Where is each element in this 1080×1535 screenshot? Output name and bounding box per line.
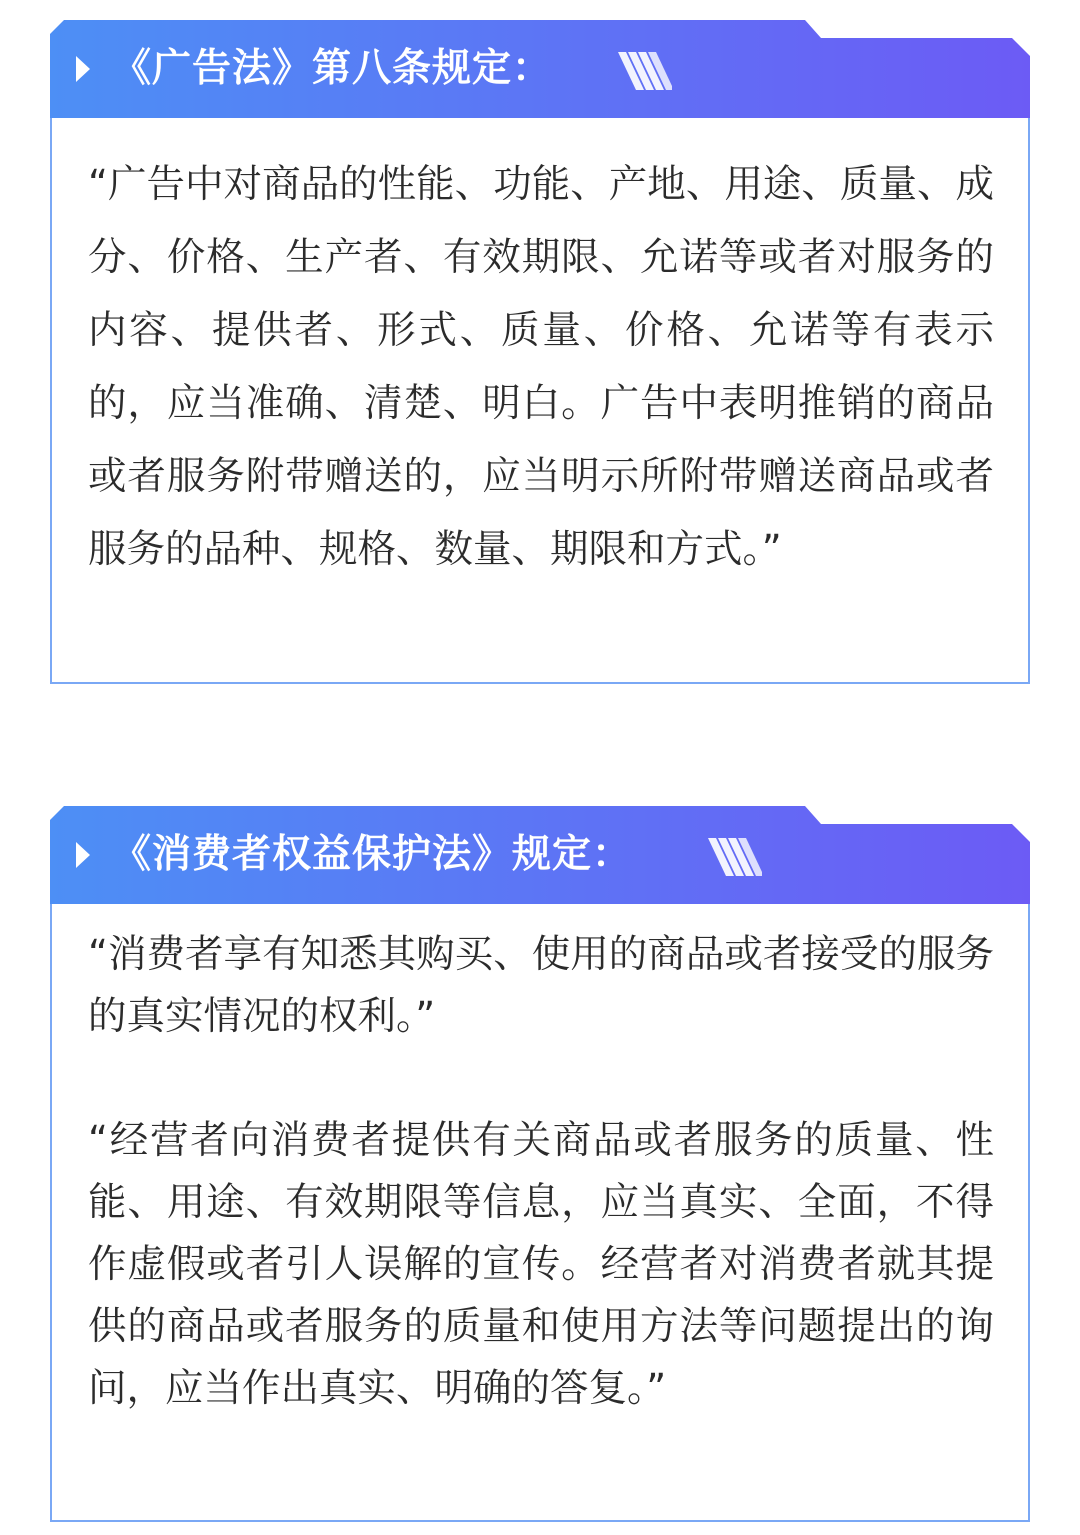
play-triangle-icon [76,56,90,82]
card-header [50,806,1030,904]
law-card-consumer-protection [50,806,1030,1522]
diagonal-stripes-icon [708,838,762,876]
law-card-advertising [50,20,1030,684]
law-quote: “消费者享有知悉其购买、使用的商品或者接受的服务的真实情况的权利。” [88,932,994,1039]
card-header [50,20,1030,118]
law-quote: “广告中对商品的性能、功能、产地、用途、质量、成分、价格、生产者、有效期限、允诺等或者对服务的内容、提供者、形式、质量、价格、允诺等有表示的，应当准确、清楚、明白。广告中表明推销的商品或者服务附带赠送的，应当明示所附带赠送商品或者服务的品种、规格、数量、期限和方式。” [88,162,994,572]
card-body [50,904,1030,1522]
diagonal-stripes-icon [618,52,672,90]
law-quote: “经营者向消费者提供有关商品或者服务的质量、性能、用途、有效期限等信息，应当真实、全面，不得作虚假或者引人误解的宣传。经营者对消费者就其提供的商品或者服务的质量和使用方法等问题提出的询问，应当作出真实、明确的答复。” [88,1118,994,1411]
section-title: 《消费者权益保护法》规定： [112,832,633,877]
card-body [50,118,1030,684]
play-triangle-icon [76,842,90,868]
section-title: 《广告法》第八条规定： [112,46,553,91]
